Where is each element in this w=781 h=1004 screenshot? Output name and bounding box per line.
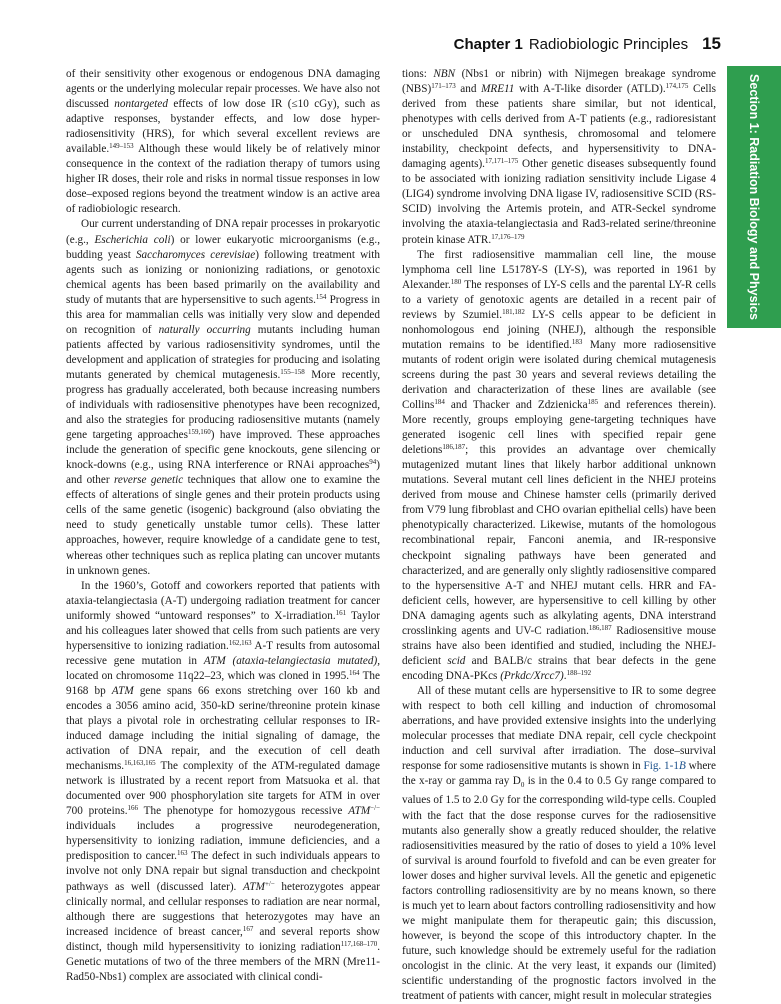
chapter-title: Radiobiologic Principles: [528, 36, 689, 53]
left-column: [66, 67, 380, 985]
chapter-label: Chapter 1: [453, 36, 523, 53]
page-number: 15: [702, 34, 721, 53]
right-column: [402, 67, 716, 1004]
section-tab: [727, 66, 781, 328]
section-tab-label: Section 1: Radiation Biology and Physics: [747, 74, 761, 320]
paragraph: of their sensitivity other exogenous or endogenous DNA damaging agents or the underlying molecular repair processes. We have also not discussed nontargeted effects of low dose IR (≤10 cGy), such as adaptive responses, bystander effects, and low dose hyper-radiosensitivity (HRS), for which several excellent reviews are available.$^{149-153}$ Although these would likely be of relatively minor consequence in the context of the radiation therapy of tumors using higher IR doses, their role and risks in normal tissue responses in low dose–exposed regions beyond the treatment window is an active area of radiobiologic research.: [66, 68, 380, 216]
paragraph: The first radiosensitive mammalian cell line, the mouse lymphoma cell line L5178Y-S (LY-S), was reported in 1961 by Alexander.$^{180}$ The responses of LY-S cells and the parental LY-R cells to a variety of genotoxic agents are detailed in a recent pair of reviews by Szumiel.$^{181,182}$ LY-S cells appear to be deficient in nonhomologous end joining (NHEJ), although the responsible mutation remains to be identified.$^{183}$ Many more radiosensitive mutants of rodent origin were isolated during chemical mutagenesis screens during the past 30 years and several reviews detailing the derivation and characterization of these lines are available (see Collins$^{184}$ and Thacker and Zdzienicka$^{185}$ and references therein). More recently, groups employing gene-targeting techniques have generated isogenic cell lines with specified repair gene deletions$^{186,187}$; this provides an advantage over chemically mutagenized mutant lines that likely harbor additional unknown mutations. Several mutant cell lines deficient in the NHEJ proteins derived from mouse and Chinese hamster cells (primarily derived from V79 lung fibroblast and CHO ovarian epithelial cells) have been phenotypically characterized. Likewise, mutants of the homologous recombinational repair, Fanconi anemia, and IR-responsive checkpoint signaling pathways have been generated and characterized, and are generally only slightly radiosensitive compared to the hypersensitive A-T and NHEJ mutant cells. HRR and FA-deficient cells, however, are hypersensitive to cell killing by other DNA damaging agents such as alkylating agents, DNA interstrand crosslinking agents and UV-C radiation.$^{186,187}$ Radiosensitive mouse strains have also been identified and studied, including the NHEJ-deficient scid and BALB/c strains that bear defects in the gene encoding DNA-PKcs (Prkdc/Xrcc7).$^{188-192}$: [402, 248, 716, 682]
paragraph: tions: NBN (Nbs1 or nibrin) with Nijmegen breakage syndrome (NBS)$^{171-173}$ and MRE11 with A-T-like disorder (ATLD).$^{174,175}$ Cells derived from these patients share similar, but not identical, phenotypes with cells derived from A-T patients (e.g., radioresistant or unscheduled DNA synthesis, chromosomal and telomere instability, checkpoint defects, and hypersensitivity to DNA-damaging agents).$^{17,171-175}$ Other genetic diseases subsequently found to be associated with ionizing radiation sensitivity include Ligase 4 (LIG4) syndrome involving DNA ligase IV, radiosensitive SCID (RS-SCID) involving the Artemis protein, and ATR-Seckel syndrome involving the ataxia-telangiectasia and Rad3-related serine/threonine protein kinase ATR.$^{17,176-179}$: [402, 68, 716, 246]
paragraph: In the 1960’s, Gotoff and coworkers reported that patients with ataxia-telangiectasia (A-T) undergoing radiation treatment for cancer uniformly showed “untoward responses” to X-irradiation.$^{161}$ Taylor and his colleagues later showed that cells from such patients are very hypersensitive to ionizing radiation.$^{162,163}$ A-T results from autosomal recessive gene mutation in ATM (ataxia-telangiectasia mutated), located on chromosome 11q22–23, which was cloned in 1995.$^{164}$ The 9168 bp ATM gene spans 66 exons stretching over 160 kb and encodes a 3056 amino acid, 350-kD serine/threonine protein kinase that plays a pivotal role in orchestrating cellular responses to IR-induced damage including the initial signaling of damage, the activation of DNA repair, and the execution of cell death mechanisms.$^{16,163,165}$ The complexity of the ATM-regulated damage network is illustrated by a recent report from Matsuoka et al. that documented over 900 phosphorylation site targets for ATM in over 700 proteins.$^{166}$ The phenotype for homozygous recessive ATM−/− individuals includes a progressive neurodegeneration, hypersensitivity to ionizing radiation, immune deficiencies, and a predisposition to cancer.$^{163}$ The defect in such individuals appears to involve not only DNA repair but signal transduction and checkpoint pathways as well (discussed later). ATM+/− heterozygotes appear clinically normal, and cellular responses to radiation are near normal, although there are suggestions that heterozygotes may have an increased incidence of breast cancer,$^{167}$ and several reports show distinct, though mild hypersensitivity to ionizing radiation$^{117,168-170}$. Genetic mutations of two of the three members of the MRN (Mre11-Rad50-Nbs1) complex are associated with clinical condi-: [66, 579, 381, 983]
paragraph: All of these mutant cells are hypersensitive to IR to some degree with respect to both cell killing and induction of chromosomal aberrations, and have provided extensive insights into the underlying molecular processes that mediate DNA repair, cell cycle checkpoint induction and cell survival after irradiation. The dose–survival response for some radiosensitive mutants is shown in Fig. 1-1B where the x-ray or gamma ray $D_0$ is in the 0.4 to 0.5 Gy range compared to values of 1.5 to 2.0 Gy for the corresponding wild-type cells. Coupled with the fact that the dose response curves for the radiosensitive mutants also generally show a greatly reduced shoulder, the relative radiosensitivities measured by the ratio of doses to yield a 10% level of survival is around fourfold to fivefold and can be even greater for lower doses and higher survival levels. All the genetic and epigenetic factors controlling radiosensitivity are by no means known, so there is much yet to learn about factors controlling radiosensitivity and how we might manipulate them for therapeutic gain; this discussion, however, is beyond the scope of this introductory chapter. In the future, such knowledge should be extremely useful for the radiation oncologist in the clinic. At the very least, it expands our (limited) scientific understanding of the prognostic factors involved in the treatment of patients with cancer, might result in molecular strategies: [402, 684, 716, 1003]
running-header: [454, 34, 721, 54]
paragraph: Our current understanding of DNA repair processes in prokaryotic (e.g., Escherichia coli) or lower eukaryotic microorganisms (e.g., budding yeast Saccharomyces cerevisiae) following treatment with agents such as ionizing or nonionizing radiations, or genotoxic chemical agents has been based primarily on the availability and study of mutants that are hypersensitive to such agents.$^{154}$ Progress in this area for mammalian cells was initially very slow and depended on recognition of naturally occurring mutants including human patients affected by various radiosensitivity syndromes, until the development and application of strategies for producing and isolating mutants generated by chemical mutagenesis.$^{155-158}$ More recently, progress has gradually accelerated, both because increasing numbers of individuals with radiosensitive phenotypes have been recognized, and also the strategies for producing radiosensitive mutants (namely gene targeting approaches$^{159,160}$) have improved. These approaches include the generation of specific gene knockouts, gene silencing or knock-downs (e.g., using RNA interference or RNAi approaches$^{94}$) and other reverse genetic techniques that allow one to examine the effects of alterations of single genes and their protein products using cells of the same genetic (isogenic) background (also obviating the need to study genetically unstable tumor cells). These latter approaches, however, require knowledge of a candidate gene to test, whereas other techniques such as replica plating can uncover mutants in unknown genes.: [66, 218, 381, 577]
